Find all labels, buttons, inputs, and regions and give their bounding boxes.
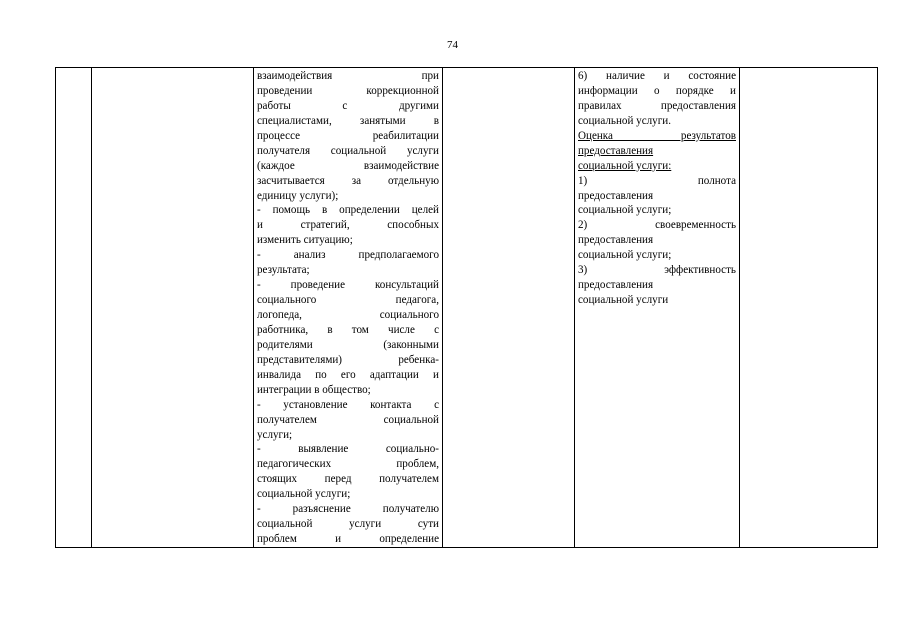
text-line: получателем социальной xyxy=(257,413,439,426)
text-line: правилах предоставления xyxy=(578,99,736,112)
page-number: 74 xyxy=(447,39,458,51)
text-line: представителями) ребенка- xyxy=(257,353,439,366)
text-line: услуги; xyxy=(257,428,293,441)
text-line: 1) полнота xyxy=(578,174,736,187)
services-table xyxy=(55,67,878,548)
text-line: - установление контакта с xyxy=(257,398,439,411)
cell-quality-indicators xyxy=(575,68,740,548)
text-line: засчитывается за отдельную xyxy=(257,174,439,187)
text-line: (каждое взаимодействие xyxy=(257,159,439,172)
text-line: предоставления xyxy=(578,234,654,247)
text-line: - проведение консультаций xyxy=(257,279,439,292)
text-line: специалистами, занятыми в xyxy=(257,114,439,127)
service-description-text xyxy=(254,68,442,547)
text-line: - выявление социально- xyxy=(257,443,439,456)
text-line: социальной услуги xyxy=(578,294,669,307)
text-line: социальной услуги; xyxy=(257,488,351,501)
cell-service-name xyxy=(92,68,254,548)
text-line: Оценка результатов xyxy=(578,129,736,142)
text-line: работника, в том числе с xyxy=(257,323,439,336)
text-line: стоящих перед получателем xyxy=(257,473,439,486)
text-line: логопеда, социального xyxy=(257,309,439,321)
text-line: - разъяснение получателю xyxy=(257,503,439,516)
text-line: результата; xyxy=(257,264,310,277)
text-line: предоставления xyxy=(578,189,654,202)
text-line: - анализ предполагаемого xyxy=(257,249,439,262)
cell-service-timing xyxy=(443,68,575,548)
text-line: взаимодействия при xyxy=(257,70,439,82)
text-line: 6) наличие и состояние xyxy=(578,70,736,82)
cell-conditions xyxy=(740,68,878,548)
text-line: проблем и определение xyxy=(257,533,439,546)
text-line: предоставления xyxy=(578,144,654,157)
table-row xyxy=(56,68,878,548)
text-line: педагогических проблем, xyxy=(257,458,439,471)
text-line: 2) своевременность xyxy=(578,219,736,232)
text-line: родителями (законными xyxy=(257,338,439,351)
text-line: социальной услуги; xyxy=(578,204,672,217)
text-line: информации о порядке и xyxy=(578,84,736,97)
text-line: получателя социальной услуги xyxy=(257,144,439,157)
text-line: социальной услуги: xyxy=(578,159,672,172)
text-line: социальной услуги; xyxy=(578,249,672,262)
cell-service-description xyxy=(254,68,443,548)
text-line: и стратегий, способных xyxy=(257,219,439,232)
text-line: предоставления xyxy=(578,279,654,292)
text-line: изменить ситуацию; xyxy=(257,234,353,247)
text-line: 3) эффективность xyxy=(578,264,736,277)
text-line: интеграции в общество; xyxy=(257,383,371,396)
text-line: социальной услуги сути xyxy=(257,518,439,531)
quality-indicators-text xyxy=(575,68,739,308)
text-line: инвалида по его адаптации и xyxy=(257,368,439,381)
text-line: - помощь в определении целей xyxy=(257,204,439,217)
text-line: процессе реабилитации xyxy=(257,129,439,142)
text-line: единицу услуги); xyxy=(257,189,339,202)
text-line: социального педагога, xyxy=(257,294,439,307)
text-line: проведении коррекционной xyxy=(257,84,439,97)
text-line: работы с другими xyxy=(257,99,439,112)
text-line: социальной услуги. xyxy=(578,114,671,127)
cell-number xyxy=(56,68,92,548)
